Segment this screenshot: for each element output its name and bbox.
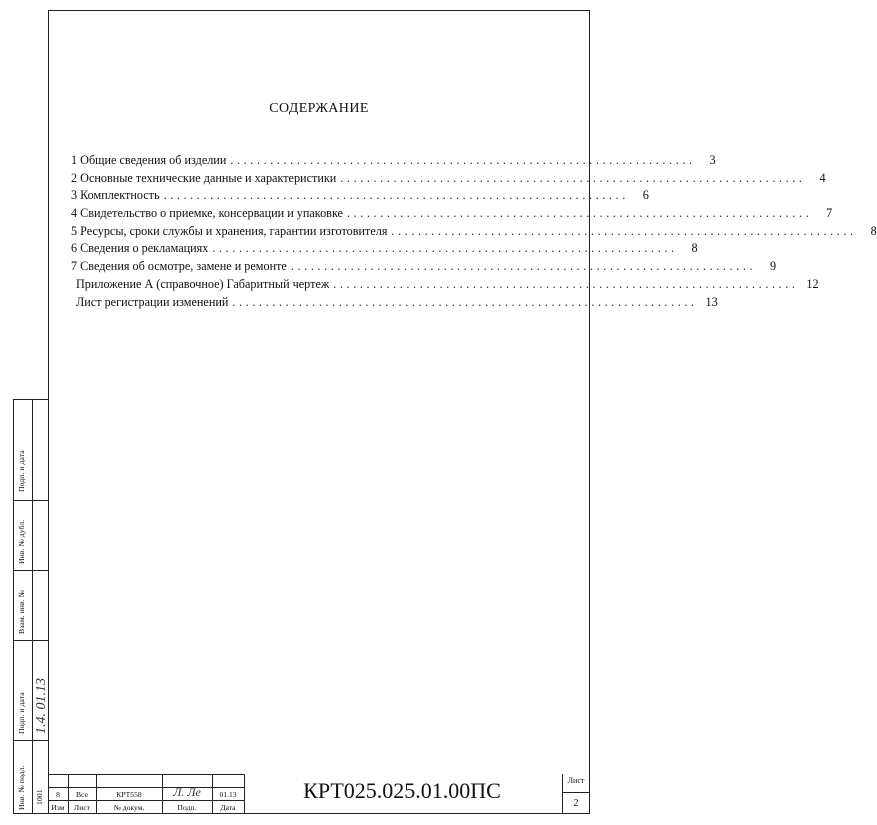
strip-label-podp-data: Подп. и дата bbox=[17, 692, 26, 734]
toc-item-page: 13 bbox=[705, 294, 718, 309]
strip-divider bbox=[14, 740, 48, 741]
toc-item bbox=[71, 223, 877, 242]
toc-item bbox=[71, 206, 833, 224]
toc-item-text: Приложение А (справочное) Габаритный чертеж bbox=[76, 276, 330, 291]
side-strip bbox=[13, 399, 49, 814]
strip-divider bbox=[14, 570, 48, 571]
toc-item-page: 7 bbox=[826, 206, 833, 221]
tb-signature: Л. Ле bbox=[173, 785, 201, 799]
toc-item-text: 1 Общие сведения об изделии bbox=[71, 153, 227, 167]
sheet-number: 2 bbox=[573, 798, 579, 809]
tb-header-date: Дата bbox=[220, 803, 236, 812]
strip-label-inv-dubl: Инв. № дубл. bbox=[17, 519, 26, 564]
tb-header-doc: № докум. bbox=[113, 803, 145, 812]
toc-leader: ...................................................................... bbox=[290, 259, 757, 274]
tb-header-podp: Подп. bbox=[177, 803, 197, 812]
toc-leader: ...................................................................... bbox=[333, 276, 799, 291]
toc-item-text: 4 Свидетельство о приемке, консервации и упаковке bbox=[71, 206, 343, 221]
toc-leader: ...................................................................... bbox=[391, 223, 857, 238]
page-frame bbox=[48, 10, 877, 814]
tb-header-list: Лист bbox=[74, 803, 90, 812]
toc-leader: ...................................................................... bbox=[230, 153, 696, 167]
strip-inv-podl-value: 1001 bbox=[35, 789, 44, 805]
toc-item-page: 6 bbox=[642, 188, 649, 203]
strip-divider bbox=[14, 640, 48, 641]
toc-item bbox=[71, 170, 826, 189]
toc-leader: ...................................................................... bbox=[340, 170, 806, 185]
tb-list-value: Все bbox=[76, 790, 88, 799]
strip-handwritten-date: 1.4. 01.13 bbox=[34, 678, 49, 734]
strip-label-inv-podl: Инв. № подл. bbox=[17, 765, 26, 810]
tb-doc-value: КРТ558 bbox=[116, 790, 142, 799]
toc-item-text: 6 Сведения о рекламациях bbox=[71, 241, 209, 256]
toc-item bbox=[71, 153, 716, 171]
strip-divider bbox=[14, 500, 48, 501]
tb-izm-value: 8 bbox=[56, 790, 60, 799]
toc-item-text: 7 Сведения об осмотре, замене и ремонте bbox=[71, 259, 287, 274]
toc-item-page: 12 bbox=[806, 276, 819, 291]
toc-item-page: 3 bbox=[709, 153, 716, 167]
title-block-line bbox=[48, 787, 244, 788]
toc-item-page: 8 bbox=[870, 223, 877, 238]
toc-item bbox=[71, 188, 649, 206]
toc-item-page: 8 bbox=[691, 241, 698, 256]
strip-label-podp-data: Подп. и дата bbox=[17, 450, 26, 492]
table-of-contents bbox=[71, 153, 877, 312]
toc-leader: ...................................................................... bbox=[232, 294, 698, 309]
toc-item bbox=[71, 294, 718, 313]
document-number: КРТ025.025.01.00ПС bbox=[303, 778, 501, 803]
tb-header-izm: Изм bbox=[51, 803, 65, 812]
toc-item-page: 4 bbox=[819, 170, 826, 185]
toc-item-text: Лист регистрации изменений bbox=[76, 294, 229, 309]
toc-item bbox=[71, 276, 819, 295]
toc-item bbox=[71, 241, 698, 259]
toc-item-text: 2 Основные технические данные и характеристики bbox=[71, 170, 337, 185]
sheet-label: Лист bbox=[567, 776, 585, 785]
toc-leader: ...................................................................... bbox=[163, 188, 629, 203]
toc-item-text: 5 Ресурсы, сроки службы и хранения, гарантии изготовителя bbox=[71, 223, 388, 238]
title-block-line bbox=[48, 774, 244, 775]
strip-value-column bbox=[32, 400, 49, 813]
toc-item-text: 3 Комплектность bbox=[71, 188, 160, 203]
title-block-line bbox=[48, 800, 244, 801]
title-block bbox=[48, 774, 590, 814]
toc-leader: ...................................................................... bbox=[346, 206, 813, 221]
tb-date-value: 01.13 bbox=[219, 790, 237, 799]
strip-label-vzam-inv: Взам. инв. № bbox=[17, 590, 26, 634]
document-title: СОДЕРЖАНИЕ bbox=[269, 101, 369, 116]
toc-item bbox=[71, 259, 777, 277]
toc-item-page: 9 bbox=[770, 259, 777, 274]
title-block-line bbox=[562, 792, 590, 793]
toc-leader: ...................................................................... bbox=[212, 241, 678, 256]
